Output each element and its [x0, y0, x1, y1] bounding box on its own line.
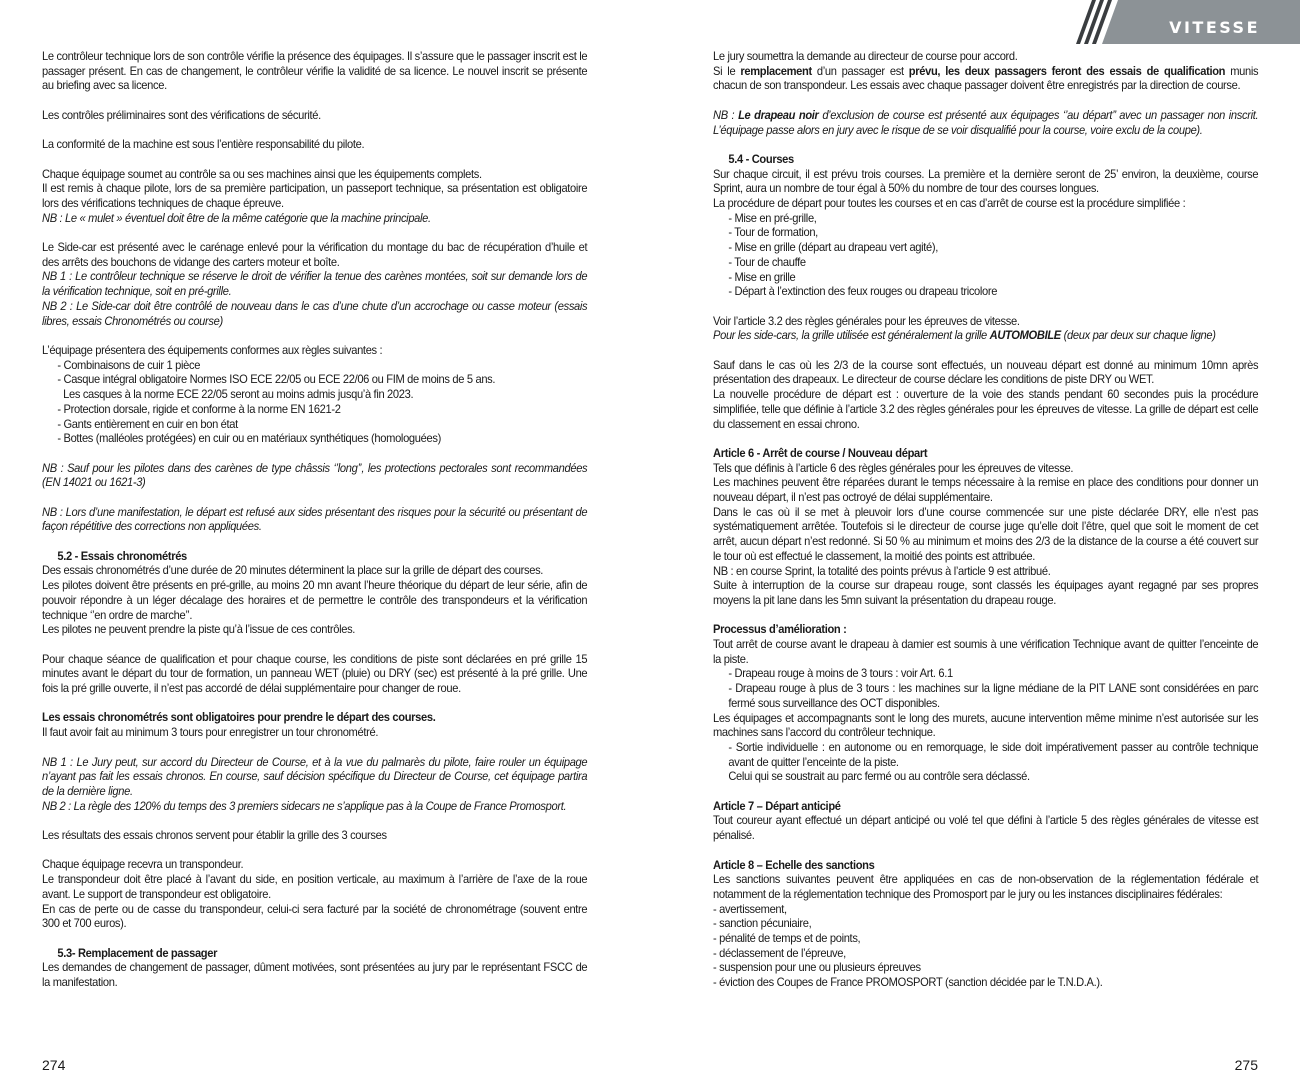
note: NB 2 : Le Side-car doit être contrôlé de nouveau dans le cas d’une chute d’un accrochage ou casse moteur (essais libres, essais Chronométrés ou course) [42, 299, 588, 328]
paragraph-line: Chaque équipage recevra un transpondeur. [42, 858, 244, 872]
bold-statement: Les essais chronométrés sont obligatoires pour prendre le départ des courses. [42, 711, 436, 725]
paragraph-line: La nouvelle procédure de départ est : ouverture de la voie des stands pendant 60 secondes puis la procédure simplifiée, telle que définie à l’article 3.2 des règles générales pour les épreuves de vitesse. La grille de départ est celle du classement en essai chrono. [713, 388, 1259, 431]
paragraph-line: Les pilotes ne peuvent prendre la piste qu’à l’issue de ces contrôles. [42, 623, 356, 637]
paragraph-line: Suite à interruption de la course sur drapeau rouge, sont classés les équipages ayant regagné par ses propres moyens la pit lane dans les 5mn suivant la présentation du drapeau rouge. [713, 579, 1259, 607]
text-run: NB : [713, 108, 739, 122]
paragraph-line: Des essais chronométrés d’une durée de 20 minutes déterminent la place sur la grille de départ des courses. [42, 564, 544, 578]
right-column [713, 50, 1258, 991]
paragraph-block [42, 711, 587, 740]
list-item: - Drapeau rouge à plus de 3 tours : les machines sur la ligne médiane de la PIT LANE sont considérées en parc fermé sous surveillance des OCT disponibles. [728, 682, 1259, 710]
paragraph-line: Les pilotes doivent être présents en pré-grille, au moins 20 mn avant l’heure théorique du départ de leur série, afin de pouvoir répondre à un léger décalage des horaires et de permettre le contrôle des transpondeurs et la vérification technique ‘’en ordre de marche’’. [42, 579, 588, 622]
paragraph-line: Sauf dans le cas où les 2/3 de la course sont effectués, un nouveau départ est donné au minimum 10mn après présentation des drapeaux. Le directeur de course déclare les conditions de piste DRY ou WET. [713, 358, 1259, 387]
list-item: - pénalité de temps et de points, [713, 932, 861, 946]
list-item: - Gants entièrement en cuir en bon état [57, 417, 238, 431]
page-number: 275 [1234, 1057, 1258, 1073]
paragraph: Pour chaque séance de qualification et pour chaque course, les conditions de piste sont déclarées en pré grille 15 minutes avant le départ du tour de formation, un panneau WET (pluie) ou DRY (sec) est présenté à la pré grille. Une fois la pré grille ouverte, il n’est pas accordé de délai supplémentaire pour changer de roue. [42, 652, 588, 696]
notes-block [42, 756, 587, 815]
paragraph: La conformité de la machine est sous l’entière responsabilité du pilote. [42, 138, 365, 152]
article-8 [713, 859, 1258, 991]
paragraph-block [42, 168, 587, 227]
paragraph-block [42, 241, 587, 329]
list-item: - Mise en grille (départ au drapeau vert agité), [728, 241, 939, 255]
note: NB 1 : Le Jury peut, sur accord du Directeur de Course, et à la vue du palmarès du pilote, faire rouler un équipage n’ayant pas fait les essais chronos. En course, sauf décision spécifique du Directeur de Course, cet équipage partira de la dernière ligne. [42, 755, 588, 798]
list-item: - Bottes (malléoles protégées) en cuir ou en matériaux synthétiques (homologuées) [57, 432, 441, 446]
section-5-3 [42, 947, 587, 991]
list-item: - Départ à l’extinction des feux rouges ou drapeau tricolore [728, 285, 998, 299]
paragraph-line: Le jury soumettra la demande au directeur de course pour accord. [713, 50, 1018, 63]
section-heading: 5.2 - Essais chronométrés [57, 549, 187, 563]
list-item: - Drapeau rouge à moins de 3 tours : voir Art. 6.1 [728, 667, 953, 681]
paragraph-line: Le transpondeur doit être placé à l’avant du side, en position verticale, au maximum à l’arrière de l’axe de la roue avant. Le support de transpondeur est obligatoire. [42, 873, 588, 901]
list-item: - Mise en grille [728, 270, 796, 284]
section-title: VITESSE [1169, 18, 1260, 37]
bold-run: prévu, les deux passagers feront des essais de qualification [908, 64, 1226, 78]
list-item: - Combinaisons de cuir 1 pièce [57, 358, 201, 372]
article-7 [713, 800, 1258, 844]
paragraph-line: Tout arrêt de course avant le drapeau à damier est soumis à une vérification Technique avant de quitter l’enceinte de la piste. [713, 638, 1259, 666]
list-item: - Tour de chauffe [728, 255, 806, 269]
note: NB 1 : Le contrôleur technique se réserve le droit de vérifier la tenue des carènes montées, soit sur demande lors de la vérification technique, soit en pré-grille. [42, 270, 588, 299]
paragraph-line: Voir l’article 3.2 des règles générales pour les épreuves de vitesse. [713, 314, 1020, 328]
text-run: d’exclusion de course est présenté aux équipages ‘’au départ’’ avec un passager non inscrit. L’équipage passe alors en jury avec le risque de se voir disqualifié pour la course, voire exclu de la coupe). [713, 108, 1259, 137]
paragraph-line: Dans le cas où il se met à pleuvoir lors d’une course commencée sur une piste déclarée DRY, elle n’est pas systématiquement arrêtée. Toutefois si le directeur de course juge qu’elle doit l’être, quel que soit le moment de cet arrêt, aucun départ n’est redonné. Si 50 % au minimum et moins des 2/3 de la distance de la course a été couvert sur le tour où est effectué le classement, la moitié des points est attribuée. [713, 505, 1259, 563]
paragraph-line: Il est remis à chaque pilote, lors de sa première participation, un passeport technique, sa présentation est obligatoire lors des vérifications techniques de chaque épreuve. [42, 182, 588, 210]
equipment-intro: L’équipage présentera des équipements conformes aux règles suivantes : [42, 343, 383, 357]
list-item: - Casque intégral obligatoire Normes ISO ECE 22/05 ou ECE 22/06 ou FIM de moins de 5 ans. [57, 373, 496, 387]
list-item: - Sortie individuelle : en autonome ou en remorquage, le side doit impérativement passer au contrôle technique avant de quitter l’enceinte de la piste. [728, 740, 1259, 769]
paragraph: Les contrôles préliminaires sont des vérifications de sécurité. [42, 108, 321, 122]
section-5-4 [713, 153, 1258, 300]
equipment-block [42, 344, 587, 447]
paragraph-line: Il faut avoir fait au minimum 3 tours pour enregistrer un tour chronométré. [42, 726, 379, 740]
article-heading: Article 8 – Echelle des sanctions [713, 858, 875, 872]
list-item: - déclassement de l’épreuve, [713, 946, 846, 960]
note: NB 2 : La règle des 120% du temps des 3 premiers sidecars ne s’applique pas à la Coupe de France Promosport. [42, 799, 567, 813]
text-run: Si le [713, 64, 741, 78]
text-run: (deux par deux sur chaque ligne) [1060, 329, 1216, 343]
paragraph-line: Chaque équipage soumet au contrôle sa ou ses machines ainsi que les équipements complets. [42, 167, 482, 181]
section-heading: 5.4 - Courses [728, 152, 794, 166]
article-heading: Article 6 - Arrêt de course / Nouveau départ [713, 446, 928, 460]
list-item: Celui qui se soustrait au parc fermé ou au contrôle sera déclassé. [728, 770, 1030, 784]
list-item: Les casques à la norme ECE 22/05 seront au moins admis jusqu’à fin 2023. [63, 388, 414, 402]
note: NB : Lors d’une manifestation, le départ est refusé aux sides présentant des risques pour la sécurité ou présentant de façon répétitive des corrections non appliquées. [42, 505, 588, 534]
paragraph-block [42, 858, 587, 932]
note [713, 109, 1258, 138]
text-run: Pour les side-cars, la grille utilisée est généralement la grille [713, 329, 990, 343]
bold-run: Le drapeau noir [738, 108, 819, 122]
paragraph-line: Les machines peuvent être réparées durant le temps nécessaire à la remise en place des conditions pour donner un nouveau départ, il n’est pas octroyé de délai supplémentaire. [713, 476, 1259, 505]
paragraph-line: NB : en course Sprint, la totalité des points prévus à l’article 9 est attribué. [713, 564, 1051, 578]
paragraph-line: Les demandes de changement de passager, dûment motivées, sont présentées au jury par le représentant FSCC de la manifestation. [42, 961, 588, 990]
paragraph-line: Sur chaque circuit, il est prévu trois courses. La première et la dernière seront de 25’ environ, la deuxième, course Sprint, aura un nombre de tour égal à 50% du nombre de tour des courses longues. [713, 167, 1259, 196]
note: NB : Sauf pour les pilotes dans des carènes de type châssis ‘’long’’, les protections pectorales sont recommandées (EN 14021 ou 1621-3) [42, 461, 588, 490]
note [713, 329, 1258, 344]
list-item: - sanction pécuniaire, [713, 917, 812, 931]
list-item: - Protection dorsale, rigide et conforme à la norme EN 1621-2 [57, 402, 341, 416]
list-item: - éviction des Coupes de France PROMOSPORT (sanction décidée par le T.N.D.A.). [713, 976, 1103, 990]
paragraph-line: Tels que définis à l’article 6 des règles générales pour les épreuves de vitesse. [713, 461, 1074, 475]
paragraph-line [713, 65, 1258, 94]
paragraph-line: En cas de perte ou de casse du transpondeur, celui-ci sera facturé par la société de chronométrage (souvent entre 300 et 700 euros). [42, 902, 588, 931]
paragraph-block [713, 50, 1258, 94]
list-item: - Tour de formation, [728, 226, 818, 240]
paragraph-line: Les sanctions suivantes peuvent être appliquées en cas de non-observation de la réglementation fédérale et notamment de la réglementation technique des Promosport par le jury ou les instances disciplinaires fédérales: [713, 873, 1259, 901]
improvement-process [713, 623, 1258, 785]
list-item: - Mise en pré-grille, [728, 211, 817, 225]
bold-run: AUTOMOBILE [989, 329, 1061, 343]
list-item: - avertissement, [713, 902, 787, 916]
note: NB : Le « mulet » éventuel doit être de la même catégorie que la machine principale. [42, 211, 431, 225]
bold-run: remplacement [740, 64, 812, 78]
paragraph-block [713, 315, 1258, 344]
paragraph-line: Tout coureur ayant effectué un départ anticipé ou volé tel que défini à l’article 5 des règles générales de vitesse est pénalisé. [713, 814, 1259, 843]
section-5-2 [42, 550, 587, 638]
section-heading: 5.3- Remplacement de passager [57, 946, 218, 960]
article-heading: Processus d’amélioration : [713, 623, 847, 637]
list-item: - suspension pour une ou plusieurs épreuves [713, 961, 921, 975]
paragraph: Le contrôleur technique lors de son contrôle vérifie la présence des équipages. Il s’assure que le passager inscrit est le passager présent. En cas de changement, le contrôleur vérifie la validité de sa licence. Le nouvel inscrit se présente au briefing avec sa licence. [42, 50, 588, 93]
right-page [650, 0, 1300, 1092]
paragraph: Les résultats des essais chronos servent pour établir la grille des 3 courses [42, 829, 387, 843]
text-run: munis chacun de son transpondeur. Les essais avec chaque passager doivent être enregistrés par la direction de course. [713, 64, 1259, 93]
paragraph-block [713, 359, 1258, 433]
paragraph-line: Le Side-car est présenté avec le carénage enlevé pour la vérification du montage du bac de récupération d’huile et des arrêts des bouchons de vidange des carters moteur et boîte. [42, 241, 588, 269]
article-6 [713, 447, 1258, 609]
left-column [42, 50, 587, 991]
page-number: 274 [42, 1057, 66, 1073]
paragraph-line: La procédure de départ pour toutes les courses et en cas d’arrêt de course est la procédure simplifiée : [713, 197, 1186, 210]
paragraph-line: Les équipages et accompagnants sont le long des murets, aucune intervention même minime n’est autorisée sur les machines sans l’accord du contrôleur technique. [713, 711, 1259, 740]
text-run: d’un passager est [811, 64, 909, 78]
article-heading: Article 7 – Départ anticipé [713, 799, 841, 813]
